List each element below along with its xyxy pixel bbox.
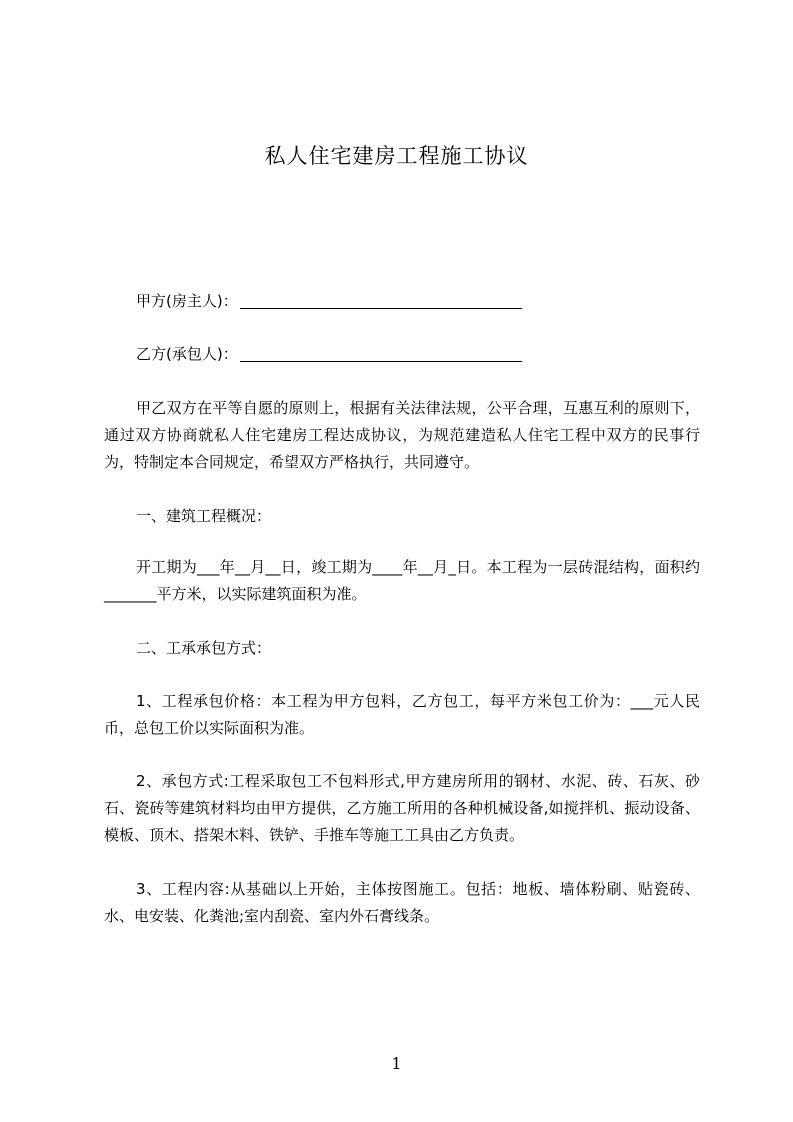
party-b-label: 乙方(承包人)：	[136, 345, 238, 363]
section-1-heading: 一、建筑工程概况：	[136, 507, 272, 525]
section-2-heading: 二、工承承包方式：	[136, 639, 272, 657]
intro-paragraph: 甲乙双方在平等自愿的原则上，根据有关法律法规，公平合理，互惠互利的原则下，通过双方协商就私人住宅建房工程达成协议，为规范建造私人住宅工程中双方的民事行为，特制定本合同规定，希望双方严格执行，共同遵守。	[104, 399, 700, 471]
section-1-paragraph: 开工期为___年__月__日，竣工期为____年__月_日。本工程为一层砖混结构，面积约_______平方米，以实际建筑面积为准。	[104, 558, 700, 603]
document-title: 私人住宅建房工程施工协议	[264, 144, 529, 168]
party-a-line	[136, 288, 522, 314]
party-a-label: 甲方(房主人)：	[136, 292, 238, 310]
party-b-line	[136, 341, 522, 367]
page-number: 1	[391, 1054, 402, 1073]
item-2-paragraph: 2、承包方式:工程采取包工不包料形式,甲方建房所用的钢材、水泥、砖、石灰、砂石、瓷砖等建筑材料均由甲方提供，乙方施工所用的各种机械设备,如搅拌机、振动设备、模板、顶木、搭架木料、铁铲、手推车等施工工具由乙方负责。	[104, 772, 700, 844]
party-b-blank	[240, 343, 522, 362]
item-3-paragraph: 3、工程内容:从基础以上开始，主体按图施工。包括：地板、墙体粉刷、贴瓷砖、水、电安装、化粪池;室内刮瓷、室内外石膏线条。	[104, 880, 700, 925]
item-1-paragraph: 1、工程承包价格：本工程为甲方包料，乙方包工，每平方米包工价为：___元人民币，总包工价以实际面积为准。	[104, 692, 700, 737]
party-a-blank	[240, 290, 522, 309]
